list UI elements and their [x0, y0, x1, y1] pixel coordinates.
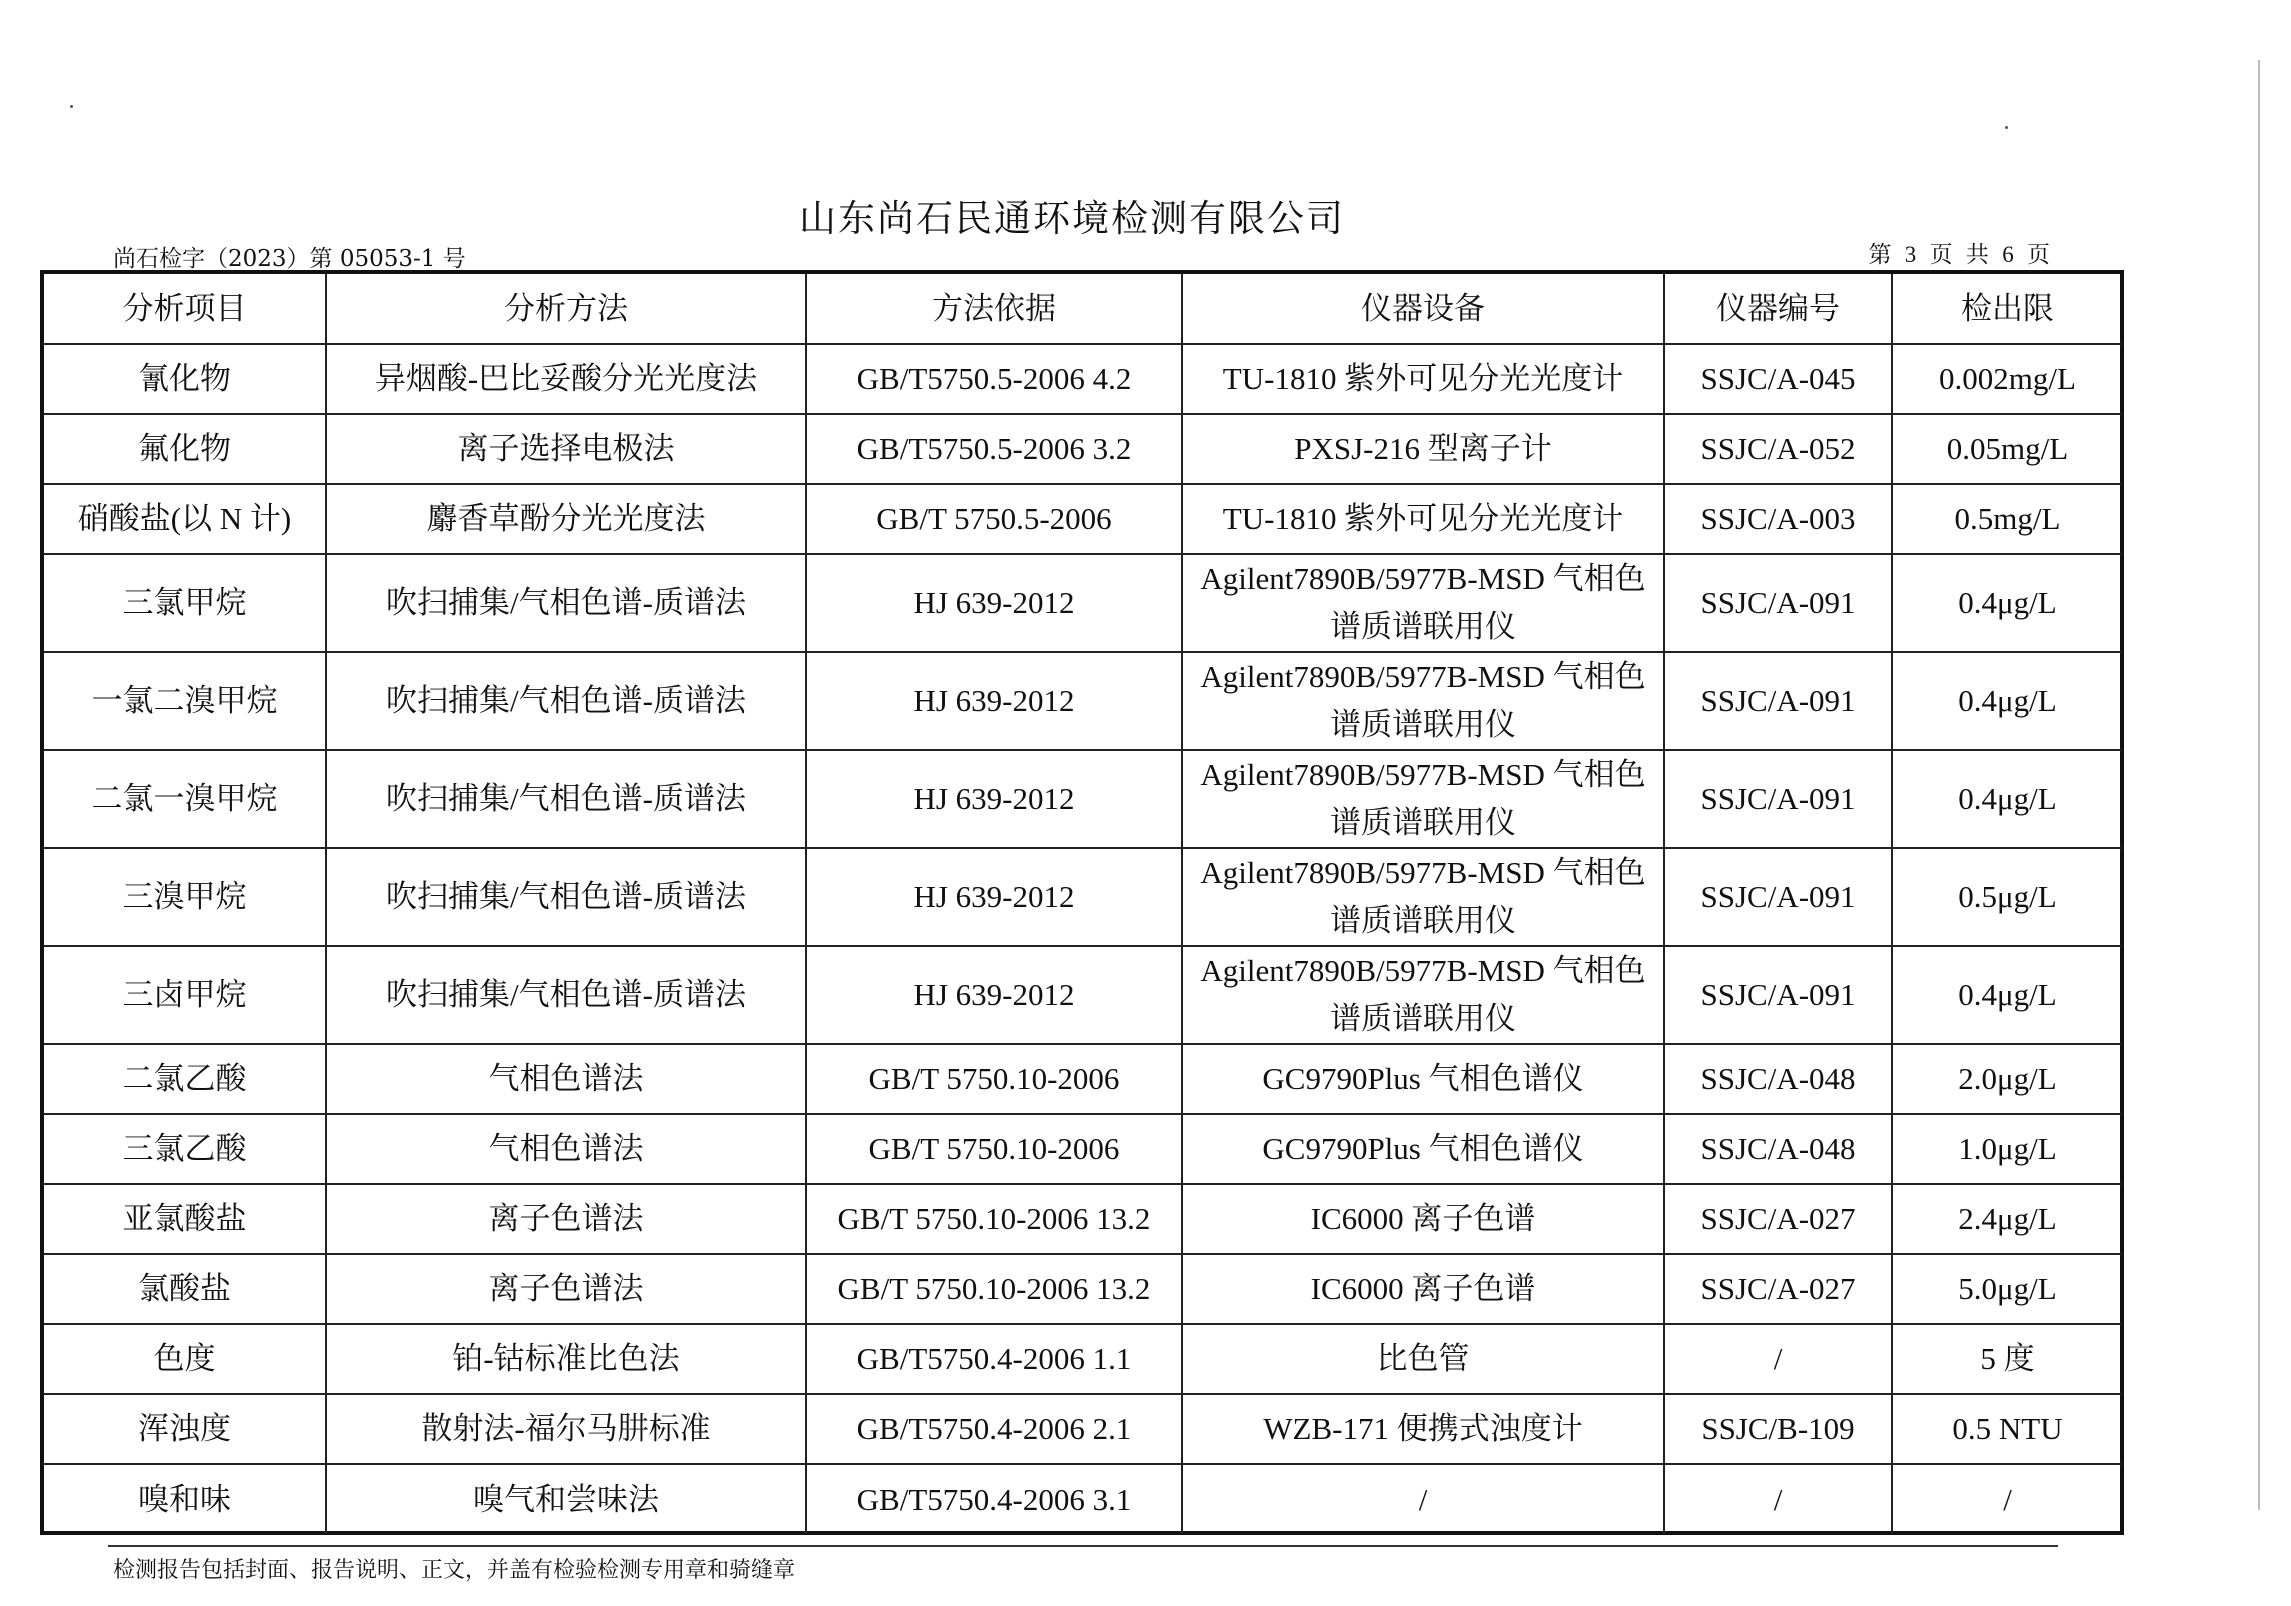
cell-limit: 1.0μg/L	[1892, 1114, 2122, 1184]
table-row	[44, 652, 2122, 750]
table-row	[44, 848, 2122, 946]
cell-equipment: Agilent7890B/5977B-MSD 气相色谱质谱联用仪	[1182, 946, 1664, 1044]
cell-method: 异烟酸-巴比妥酸分光光度法	[326, 344, 806, 414]
table-row	[44, 1114, 2122, 1184]
cell-equipment: 比色管	[1182, 1324, 1664, 1394]
cell-method: 吹扫捕集/气相色谱-质谱法	[326, 848, 806, 946]
cell-limit: 0.4μg/L	[1892, 554, 2122, 652]
page-suffix: 页	[2027, 242, 2053, 268]
cell-basis: HJ 639-2012	[806, 946, 1182, 1044]
cell-item: 氟化物	[44, 414, 326, 484]
table-row	[44, 1394, 2122, 1464]
cell-equipment-no: SSJC/A-048	[1664, 1044, 1892, 1114]
cell-equipment-no: SSJC/A-052	[1664, 414, 1892, 484]
cell-limit: 0.5mg/L	[1892, 484, 2122, 554]
cell-method: 铂-钴标准比色法	[326, 1324, 806, 1394]
cell-limit: /	[1892, 1464, 2122, 1534]
table-row	[44, 946, 2122, 1044]
cell-equipment-no: SSJC/A-045	[1664, 344, 1892, 414]
cell-method: 吹扫捕集/气相色谱-质谱法	[326, 750, 806, 848]
column-header-equipment: 仪器设备	[1182, 274, 1664, 344]
table-row	[44, 1324, 2122, 1394]
cell-basis: GB/T 5750.10-2006 13.2	[806, 1254, 1182, 1324]
cell-equipment-no: SSJC/A-091	[1664, 652, 1892, 750]
cell-limit: 0.4μg/L	[1892, 652, 2122, 750]
column-header-item: 分析项目	[44, 274, 326, 344]
cell-basis: GB/T 5750.10-2006	[806, 1044, 1182, 1114]
cell-equipment: Agilent7890B/5977B-MSD 气相色谱质谱联用仪	[1182, 848, 1664, 946]
column-header-equipment-no: 仪器编号	[1664, 274, 1892, 344]
column-header-limit: 检出限	[1892, 274, 2122, 344]
cell-equipment-no: /	[1664, 1324, 1892, 1394]
cell-limit: 0.5μg/L	[1892, 848, 2122, 946]
cell-equipment-no: SSJC/A-091	[1664, 946, 1892, 1044]
report-number: 尚石检字（2023）第 05053-1 号	[113, 246, 466, 272]
cell-basis: GB/T5750.5-2006 3.2	[806, 414, 1182, 484]
cell-item: 浑浊度	[44, 1394, 326, 1464]
cell-equipment-no: /	[1664, 1464, 1892, 1534]
table-row	[44, 1184, 2122, 1254]
cell-limit: 0.05mg/L	[1892, 414, 2122, 484]
page-current: 3	[1904, 242, 1920, 267]
scan-speck	[2005, 126, 2008, 129]
cell-equipment: WZB-171 便携式浊度计	[1182, 1394, 1664, 1464]
cell-equipment-no: SSJC/A-003	[1664, 484, 1892, 554]
cell-limit: 5.0μg/L	[1892, 1254, 2122, 1324]
cell-equipment-no: SSJC/A-091	[1664, 750, 1892, 848]
cell-equipment-no: SSJC/A-027	[1664, 1184, 1892, 1254]
cell-basis: GB/T 5750.5-2006	[806, 484, 1182, 554]
cell-method: 麝香草酚分光光度法	[326, 484, 806, 554]
cell-basis: HJ 639-2012	[806, 652, 1182, 750]
column-header-basis: 方法依据	[806, 274, 1182, 344]
cell-item: 三氯甲烷	[44, 554, 326, 652]
table-row	[44, 414, 2122, 484]
table-row	[44, 750, 2122, 848]
cell-basis: HJ 639-2012	[806, 750, 1182, 848]
cell-item: 二氯乙酸	[44, 1044, 326, 1114]
company-title: 山东尚石民通环境检测有限公司	[799, 197, 1345, 240]
cell-method: 吹扫捕集/气相色谱-质谱法	[326, 946, 806, 1044]
cell-equipment: TU-1810 紫外可见分光光度计	[1182, 344, 1664, 414]
cell-method: 离子色谱法	[326, 1184, 806, 1254]
table-header-row	[44, 274, 2122, 344]
cell-equipment: Agilent7890B/5977B-MSD 气相色谱质谱联用仪	[1182, 652, 1664, 750]
cell-equipment: IC6000 离子色谱	[1182, 1184, 1664, 1254]
cell-method: 气相色谱法	[326, 1114, 806, 1184]
cell-basis: GB/T5750.5-2006 4.2	[806, 344, 1182, 414]
cell-equipment: GC9790Plus 气相色谱仪	[1182, 1044, 1664, 1114]
cell-equipment-no: SSJC/A-091	[1664, 848, 1892, 946]
cell-equipment: TU-1810 紫外可见分光光度计	[1182, 484, 1664, 554]
cell-basis: GB/T 5750.10-2006 13.2	[806, 1184, 1182, 1254]
cell-item: 嗅和味	[44, 1464, 326, 1534]
cell-equipment-no: SSJC/A-027	[1664, 1254, 1892, 1324]
cell-equipment: IC6000 离子色谱	[1182, 1254, 1664, 1324]
cell-item: 一氯二溴甲烷	[44, 652, 326, 750]
cell-limit: 2.4μg/L	[1892, 1184, 2122, 1254]
page-mid: 页 共	[1929, 242, 1992, 268]
cell-basis: HJ 639-2012	[806, 848, 1182, 946]
cell-item: 氯酸盐	[44, 1254, 326, 1324]
cell-equipment-no: SSJC/B-109	[1664, 1394, 1892, 1464]
cell-limit: 5 度	[1892, 1324, 2122, 1394]
cell-basis: HJ 639-2012	[806, 554, 1182, 652]
cell-limit: 0.4μg/L	[1892, 750, 2122, 848]
cell-method: 离子色谱法	[326, 1254, 806, 1324]
scan-speck	[70, 105, 73, 108]
cell-equipment: Agilent7890B/5977B-MSD 气相色谱质谱联用仪	[1182, 554, 1664, 652]
cell-method: 气相色谱法	[326, 1044, 806, 1114]
table-row	[44, 1044, 2122, 1114]
cell-item: 三卤甲烷	[44, 946, 326, 1044]
cell-basis: GB/T5750.4-2006 1.1	[806, 1324, 1182, 1394]
cell-limit: 0.002mg/L	[1892, 344, 2122, 414]
page-prefix: 第	[1868, 242, 1895, 268]
column-header-method: 分析方法	[326, 274, 806, 344]
cell-limit: 2.0μg/L	[1892, 1044, 2122, 1114]
table-row	[44, 1464, 2122, 1534]
table-row	[44, 554, 2122, 652]
cell-limit: 0.4μg/L	[1892, 946, 2122, 1044]
cell-limit: 0.5 NTU	[1892, 1394, 2122, 1464]
cell-item: 硝酸盐(以 N 计)	[44, 484, 326, 554]
page-total: 6	[2002, 242, 2017, 267]
cell-equipment-no: SSJC/A-048	[1664, 1114, 1892, 1184]
cell-method: 吹扫捕集/气相色谱-质谱法	[326, 554, 806, 652]
table	[44, 274, 2122, 1534]
cell-item: 色度	[44, 1324, 326, 1394]
table-row	[44, 484, 2122, 554]
cell-method: 嗅气和尝味法	[326, 1464, 806, 1534]
page-indicator	[1868, 236, 2053, 269]
analysis-methods-table	[40, 270, 2124, 1535]
cell-equipment: PXSJ-216 型离子计	[1182, 414, 1664, 484]
cell-method: 吹扫捕集/气相色谱-质谱法	[326, 652, 806, 750]
cell-method: 离子选择电极法	[326, 414, 806, 484]
cell-item: 亚氯酸盐	[44, 1184, 326, 1254]
cell-equipment: /	[1182, 1464, 1664, 1534]
cell-basis: GB/T 5750.10-2006	[806, 1114, 1182, 1184]
cell-equipment-no: SSJC/A-091	[1664, 554, 1892, 652]
cell-item: 二氯一溴甲烷	[44, 750, 326, 848]
cell-basis: GB/T5750.4-2006 2.1	[806, 1394, 1182, 1464]
cell-basis: GB/T5750.4-2006 3.1	[806, 1464, 1182, 1534]
footer-note: 检测报告包括封面、报告说明、正文，并盖有检验检测专用章和骑缝章	[113, 1558, 796, 1583]
table-row	[44, 1254, 2122, 1324]
cell-item: 三溴甲烷	[44, 848, 326, 946]
cell-equipment: Agilent7890B/5977B-MSD 气相色谱质谱联用仪	[1182, 750, 1664, 848]
scan-edge-line	[2258, 60, 2260, 1510]
footer-divider	[108, 1545, 2058, 1547]
cell-equipment: GC9790Plus 气相色谱仪	[1182, 1114, 1664, 1184]
table-row	[44, 344, 2122, 414]
cell-item: 氰化物	[44, 344, 326, 414]
cell-item: 三氯乙酸	[44, 1114, 326, 1184]
cell-method: 散射法-福尔马肼标准	[326, 1394, 806, 1464]
